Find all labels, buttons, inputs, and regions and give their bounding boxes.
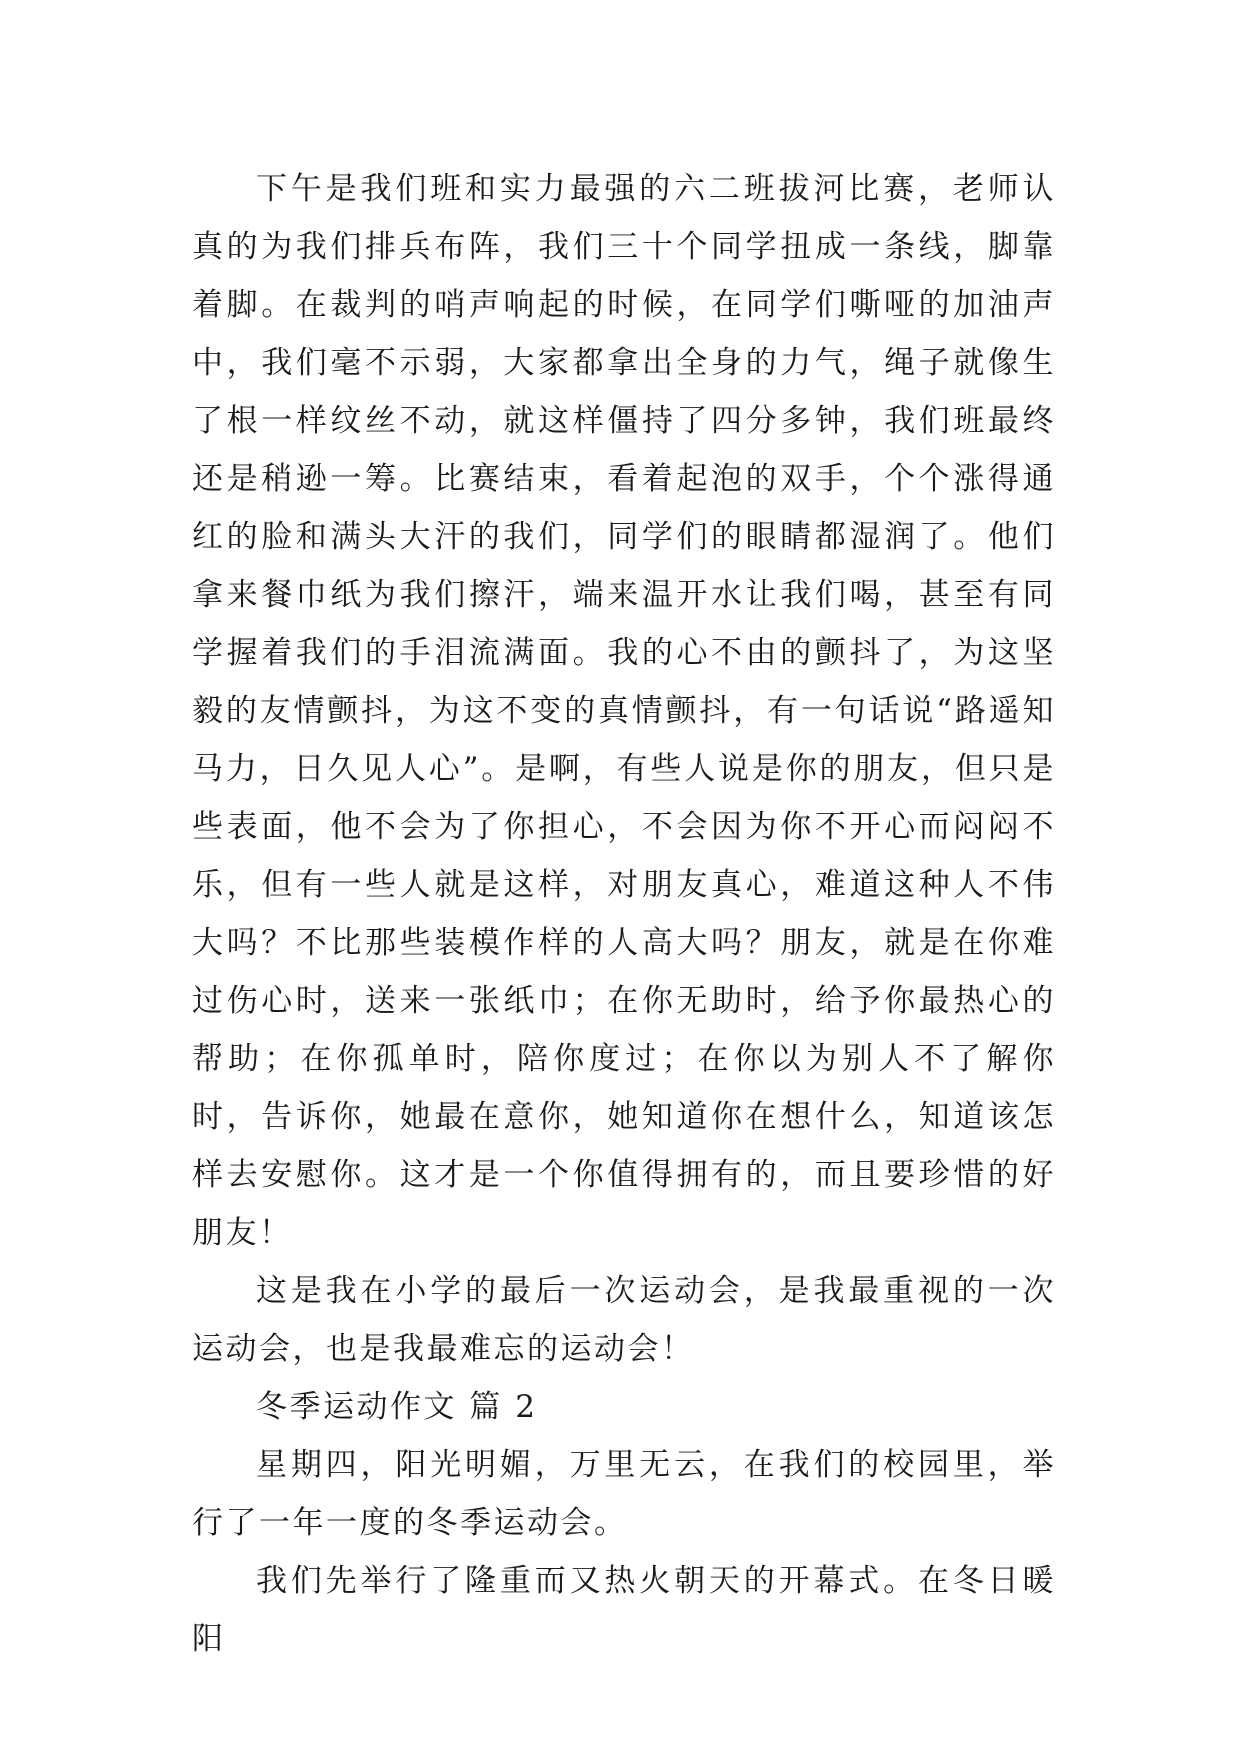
paragraph-tug-of-war: 下午是我们班和实力最强的六二班拔河比赛，老师认真的为我们排兵布阵，我们三十个同学扭成一条线，脚靠着脚。在裁判的哨声响起的时候，在同学们嘶哑的加油声中，我们毫不示弱，大家都拿出全身的力气，绳子就像生了根一样纹丝不动，就这样僵持了四分多钟，我们班最终还是稍逊一筹。比赛结束，看着起泡的双手，个个涨得通红的脸和满头大汗的我们，同学们的眼睛都湿润了。他们拿来餐巾纸为我们擦汗，端来温开水让我们喝，甚至有同学握着我们的手泪流满面。我的心不由的颤抖了，为这坚毅的友情颤抖，为这不变的真情颤抖，有一句话说“路遥知马力，日久见人心”。是啊，有些人说是你的朋友，但只是些表面，他不会为了你担心，不会因为你不开心而闷闷不乐，但有一些人就是这样，对朋友真心，难道这种人不伟大吗？不比那些装模作样的人高大吗？朋友，就是在你难过伤心时，送来一张纸巾；在你无助时，给予你最热心的帮助；在你孤单时，陪你度过；在你以为别人不了解你时，告诉你，她最在意你，她知道你在想什么，知道该怎样去安慰你。这才是一个你值得拥有的，而且要珍惜的好朋友！ <box>192 171 1056 1251</box>
section-heading: 冬季运动作文 篇 2 <box>256 1389 538 1425</box>
paragraph-thursday: 星期四，阳光明媚，万里无云，在我们的校园里，举行了一年一度的冬季运动会。 <box>192 1447 1056 1541</box>
paragraph-last-sports-meet: 这是我在小学的最后一次运动会，是我最重视的一次运动会，也是我最难忘的运动会！ <box>192 1273 1056 1367</box>
document-body <box>192 160 1056 1668</box>
paragraph-opening-ceremony: 我们先举行了隆重而又热火朝天的开幕式。在冬日暖阳 <box>192 1563 1056 1657</box>
